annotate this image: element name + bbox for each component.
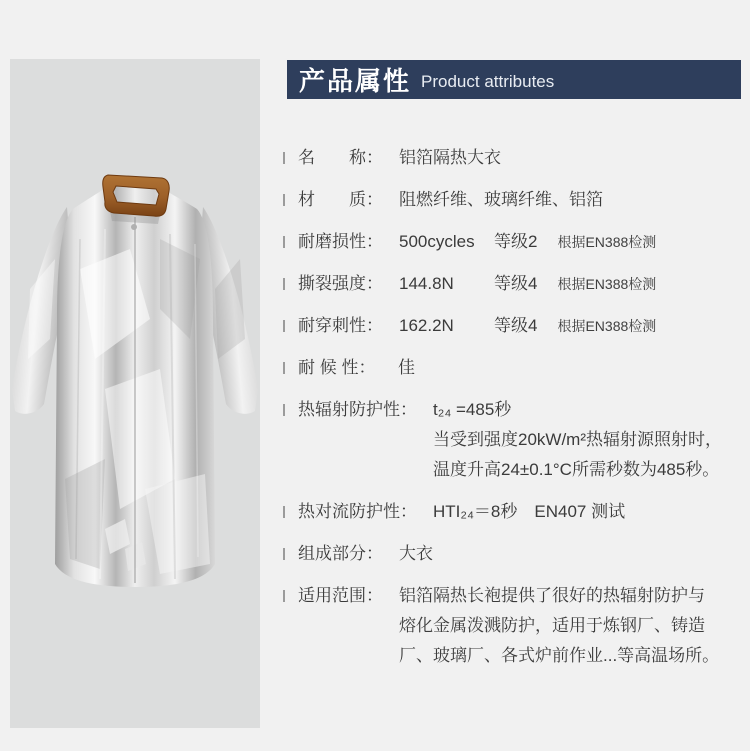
attribute-value-block bbox=[399, 232, 741, 252]
attribute-value: 162.2N bbox=[399, 316, 454, 335]
attribute-value: 144.8N bbox=[399, 274, 454, 293]
attribute-value: t₂₄ =485秒 bbox=[433, 400, 512, 419]
tick-mark bbox=[283, 506, 285, 518]
attribute-value-block bbox=[399, 544, 741, 564]
attributes-list bbox=[283, 148, 741, 666]
tick-mark bbox=[283, 548, 285, 560]
attribute-label: 名 称： bbox=[298, 148, 383, 167]
tick-mark bbox=[283, 404, 285, 416]
attribute-value-block bbox=[399, 274, 741, 294]
attribute-label: 撕裂强度： bbox=[298, 274, 383, 293]
attribute-label: 适用范围： bbox=[298, 586, 383, 605]
attribute-detail-line: 当受到强度20kW/m²热辐射源照射时， bbox=[433, 430, 722, 449]
attribute-detail-line: 熔化金属泼溅防护，适用于炼钢厂、铸造 bbox=[399, 616, 705, 635]
attribute-label: 耐磨损性： bbox=[298, 232, 383, 251]
product-photo bbox=[10, 59, 260, 728]
section-title-en: Product attributes bbox=[421, 71, 555, 91]
attribute-value: 500cycles bbox=[399, 232, 475, 251]
attribute-detail-line: 厂、玻璃厂、各式炉前作业...等高温场所。 bbox=[399, 646, 720, 665]
attribute-note: 根据EN388检测 bbox=[557, 276, 657, 292]
attribute-row bbox=[283, 544, 741, 564]
attribute-note: 根据EN388检测 bbox=[557, 318, 657, 334]
attribute-value-block bbox=[433, 502, 741, 522]
attribute-note: 根据EN388检测 bbox=[557, 234, 657, 250]
attribute-row bbox=[283, 586, 741, 666]
attribute-grade: 等级4 bbox=[494, 274, 538, 293]
attribute-value-block bbox=[399, 190, 741, 210]
coat-image bbox=[10, 59, 260, 728]
attribute-label: 组成部分： bbox=[298, 544, 383, 563]
attribute-value-block bbox=[433, 400, 741, 480]
attribute-row bbox=[283, 232, 741, 252]
tick-mark bbox=[283, 320, 285, 332]
attribute-value: 阻燃纤维、玻璃纤维、铝箔 bbox=[399, 190, 603, 209]
section-header bbox=[287, 60, 741, 99]
tick-mark bbox=[283, 362, 285, 374]
attribute-label: 材 质： bbox=[298, 190, 383, 209]
attribute-grade: 等级2 bbox=[494, 232, 538, 251]
attribute-label: 热辐射防护性： bbox=[298, 400, 417, 419]
tick-mark bbox=[283, 194, 285, 206]
attribute-label: 热对流防护性： bbox=[298, 502, 417, 521]
attribute-row bbox=[283, 502, 741, 522]
attribute-row bbox=[283, 400, 741, 480]
attribute-detail-line: 温度升高24±0.1°C所需秒数为485秒。 bbox=[433, 460, 720, 479]
attribute-value: 佳 bbox=[398, 358, 415, 377]
attribute-grade: 等级4 bbox=[494, 316, 538, 335]
attribute-row bbox=[283, 274, 741, 294]
tick-mark bbox=[283, 278, 285, 290]
attribute-value: 铝箔隔热长袍提供了很好的热辐射防护与 bbox=[399, 586, 705, 605]
attribute-value: 铝箔隔热大衣 bbox=[399, 148, 501, 167]
attribute-value: 大衣 bbox=[399, 544, 433, 563]
attribute-label: 耐 候 性： bbox=[298, 358, 376, 377]
tick-mark bbox=[283, 590, 285, 602]
attribute-label: 耐穿刺性： bbox=[298, 316, 383, 335]
attribute-value-block bbox=[399, 586, 741, 666]
attribute-row bbox=[283, 190, 741, 210]
section-title-zh: 产品属性 bbox=[299, 66, 412, 96]
tick-mark bbox=[283, 152, 285, 164]
attribute-value: HTI₂₄＝8秒 EN407 测试 bbox=[433, 502, 626, 521]
attribute-value-block bbox=[399, 316, 741, 336]
attribute-row bbox=[283, 148, 741, 168]
tick-mark bbox=[283, 236, 285, 248]
attribute-row bbox=[283, 358, 741, 378]
attribute-row bbox=[283, 316, 741, 336]
attribute-value-block bbox=[398, 358, 741, 378]
attributes-panel bbox=[283, 60, 741, 688]
attribute-value-block bbox=[399, 148, 741, 168]
